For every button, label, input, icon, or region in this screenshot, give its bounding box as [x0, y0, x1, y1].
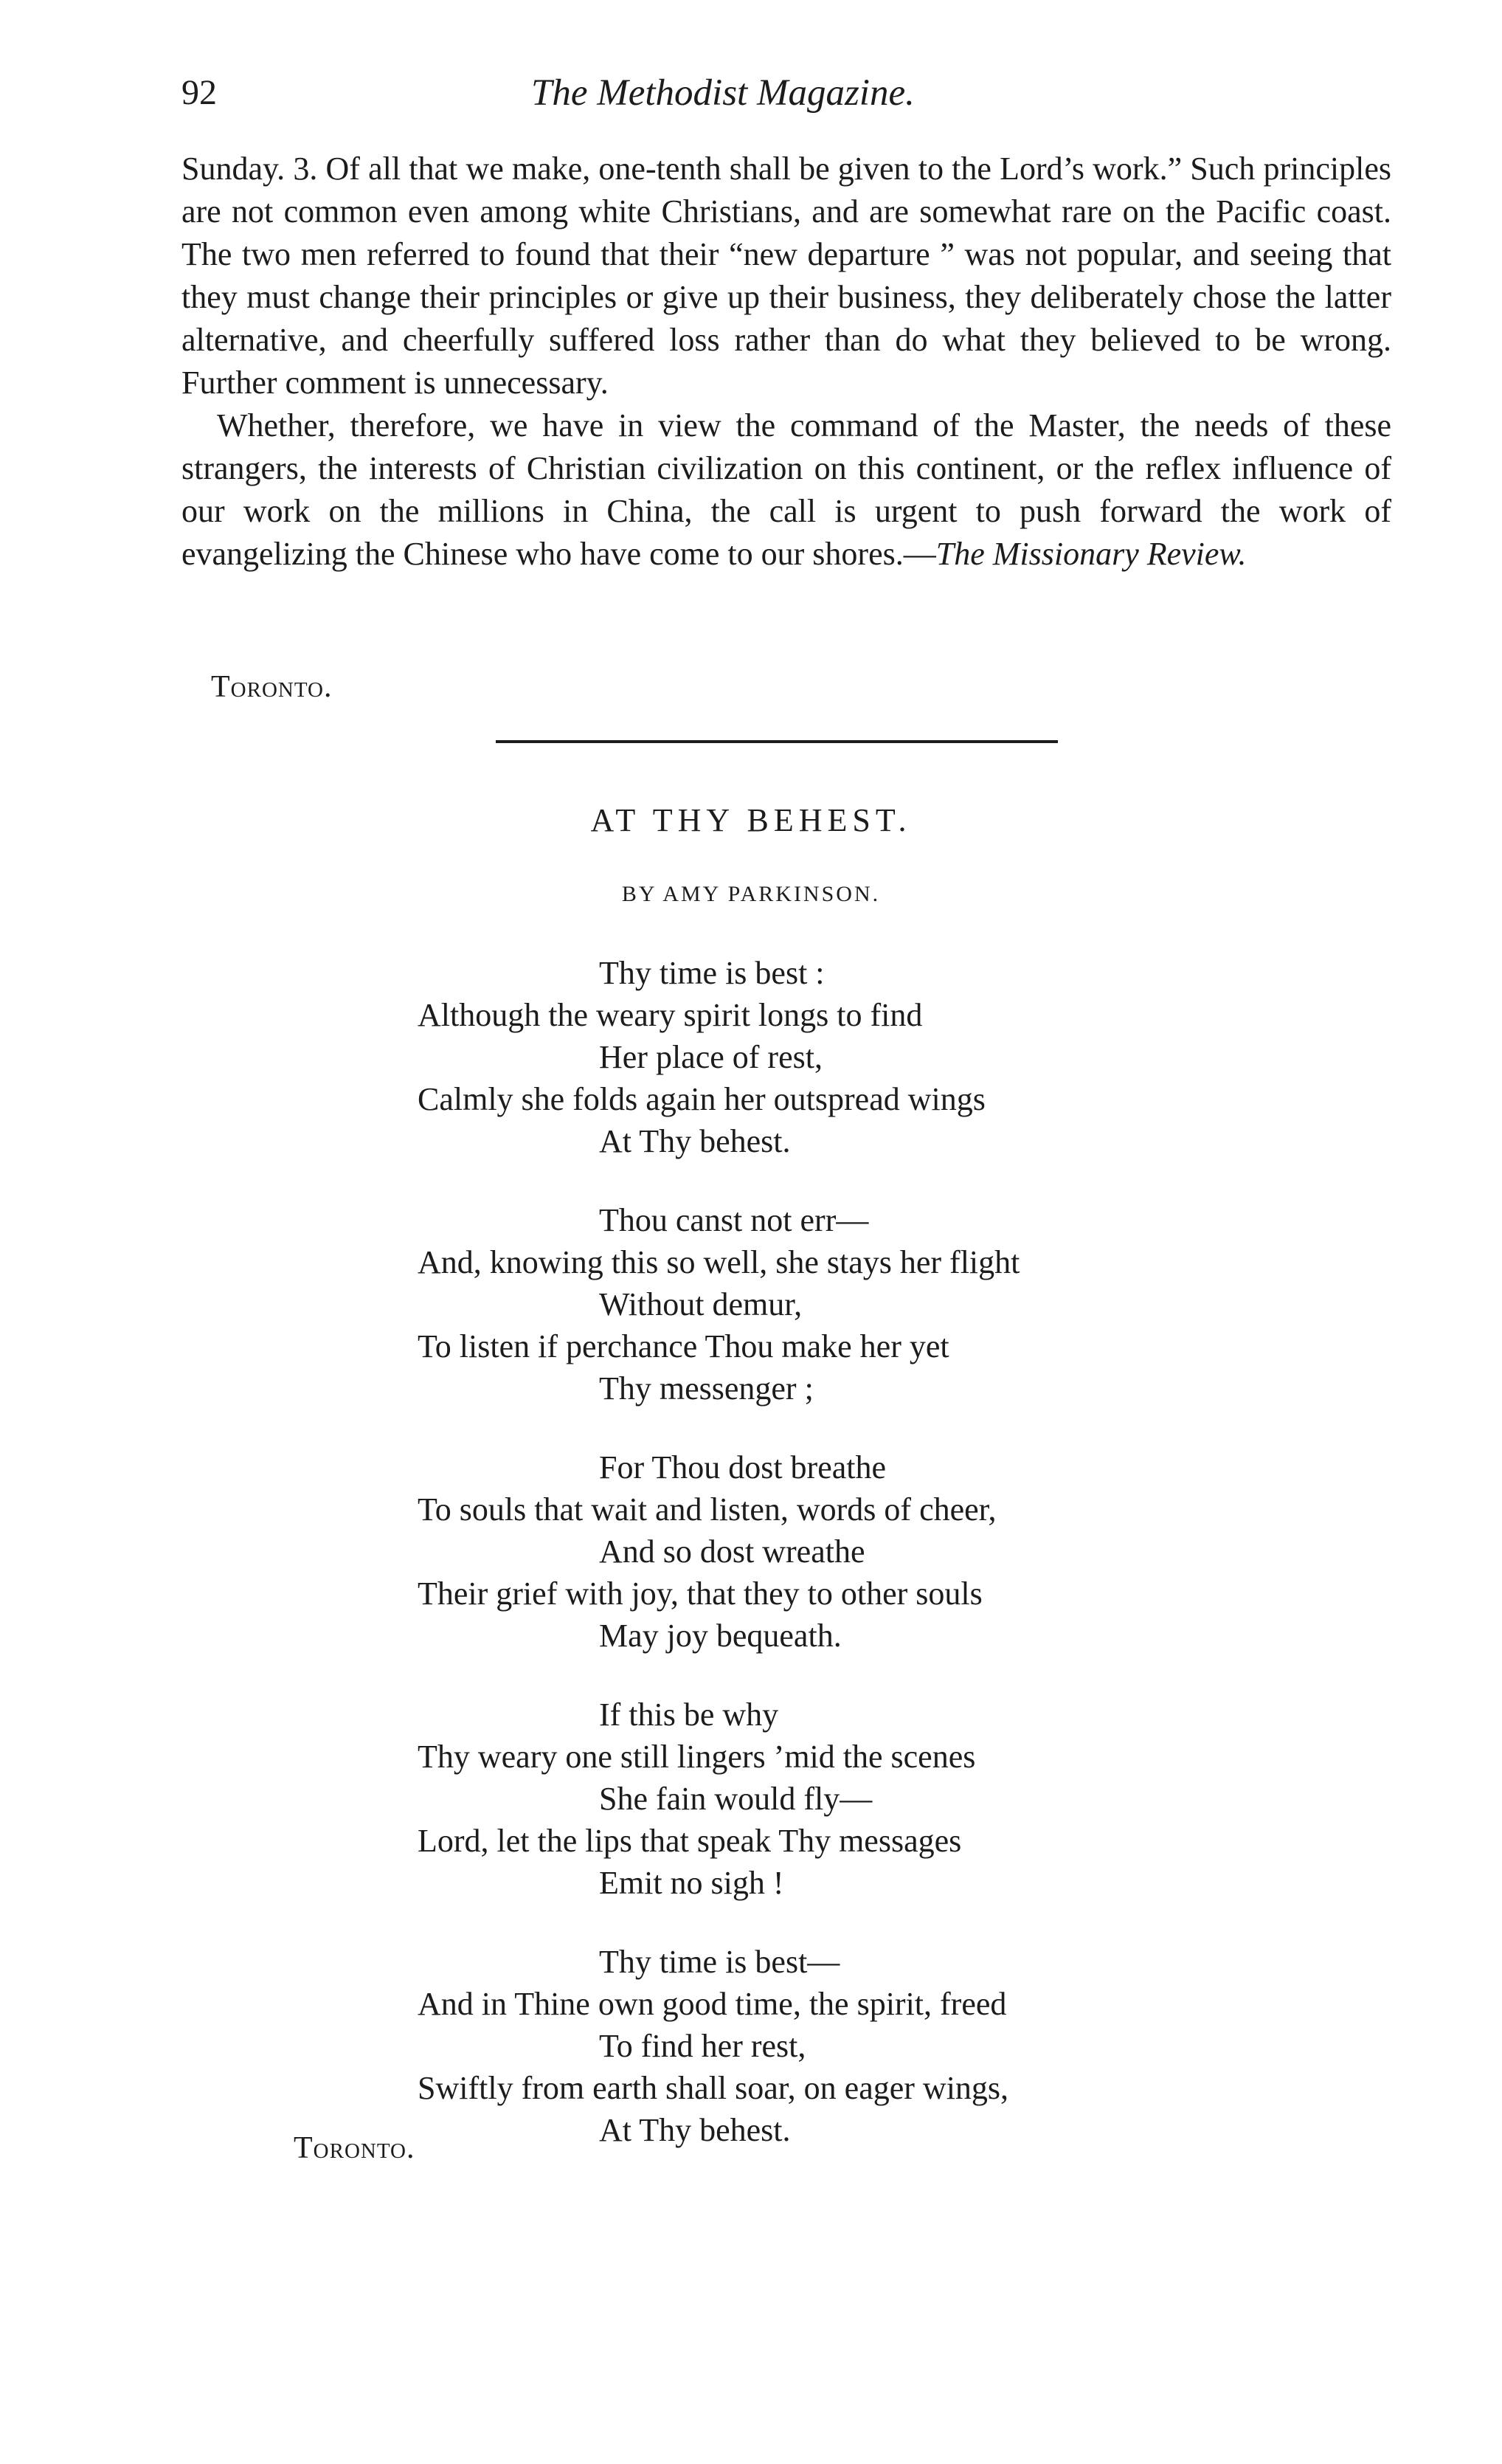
- poem-body: [418, 952, 1020, 2188]
- poem-place: Toronto.: [294, 2131, 415, 2165]
- poem-line: Thy time is best—: [599, 1944, 840, 1980]
- poem-line: To listen if perchance Thou make her yet: [418, 1328, 949, 1364]
- article-paragraph: [181, 404, 1391, 576]
- poem-stanza: [418, 952, 1020, 1162]
- poem-line: At Thy behest.: [599, 1123, 791, 1159]
- poem-line: For Thou dost breathe: [599, 1449, 887, 1485]
- poem-title: AT THY BEHEST.: [590, 802, 912, 838]
- poem-stanza: [418, 1446, 1020, 1657]
- poem-line: And, knowing this so well, she stays her flight: [418, 1244, 1020, 1280]
- poem-line: Without demur,: [599, 1286, 803, 1322]
- poem-line: Calmly she folds again her outspread wings: [418, 1081, 986, 1117]
- section-divider: [496, 740, 1058, 743]
- poem-line: May joy bequeath.: [599, 1618, 842, 1654]
- running-title: The Methodist Magazine.: [531, 72, 915, 114]
- poem-line: And in Thine own good time, the spirit, freed: [418, 1986, 1007, 2022]
- poem-line: Thou canst not err—: [599, 1202, 869, 1238]
- source-citation: The Missionary Review.: [935, 536, 1247, 572]
- article-paragraph: Sunday. 3. Of all that we make, one-tenth shall be given to the Lord’s work.” Such principles are not common even among white Christians, and are somewhat rare on the Pacific coast. The two men referred to found that their “new departure ” was not popular, and seeing that they must change their principles or give up their business, they deliberately chose the latter alternative, and cheerfully suffered loss rather than do what they believed to be wrong. Further comment is unnecessary.: [181, 151, 1391, 401]
- poem-line: To souls that wait and listen, words of cheer,: [418, 1491, 997, 1528]
- poem-line: Thy messenger ;: [599, 1370, 814, 1407]
- poem-line: Their grief with joy, that they to other souls: [418, 1576, 983, 1612]
- article-place: Toronto.: [211, 670, 333, 704]
- poem-stanza: [418, 1694, 1020, 1904]
- poem-byline: BY AMY PARKINSON.: [621, 882, 881, 906]
- poem-line: At Thy behest.: [599, 2112, 791, 2148]
- poem-line: To find her rest,: [599, 2028, 806, 2064]
- poem-line: She fain would fly—: [599, 1781, 873, 1817]
- article-paragraph-text: Whether, therefore, we have in view the command of the Master, the needs of these strangers, the interests of Christian civilization on this continent, or the reflex influence of our work on the millions in China, the call is urgent to push forward the work of evangelizing the Chinese who have come to our shores.—: [181, 407, 1391, 572]
- poem-stanza: [418, 1199, 1020, 1409]
- poem-line: And so dost wreathe: [599, 1533, 865, 1570]
- poem-line: If this be why: [599, 1697, 779, 1733]
- poem-line: Lord, let the lips that speak Thy messages: [418, 1823, 962, 1859]
- page-number: 92: [181, 73, 217, 112]
- poem-line: Thy weary one still lingers ’mid the scenes: [418, 1739, 976, 1775]
- poem-stanza: [418, 1941, 1020, 2151]
- poem-line: Swiftly from earth shall soar, on eager wings,: [418, 2070, 1009, 2106]
- article-body: [181, 148, 1391, 576]
- poem-line: Emit no sigh !: [599, 1865, 784, 1901]
- poem-line: Although the weary spirit longs to find: [418, 997, 923, 1033]
- poem-line: Her place of rest,: [599, 1039, 823, 1075]
- poem-line: Thy time is best :: [599, 955, 825, 991]
